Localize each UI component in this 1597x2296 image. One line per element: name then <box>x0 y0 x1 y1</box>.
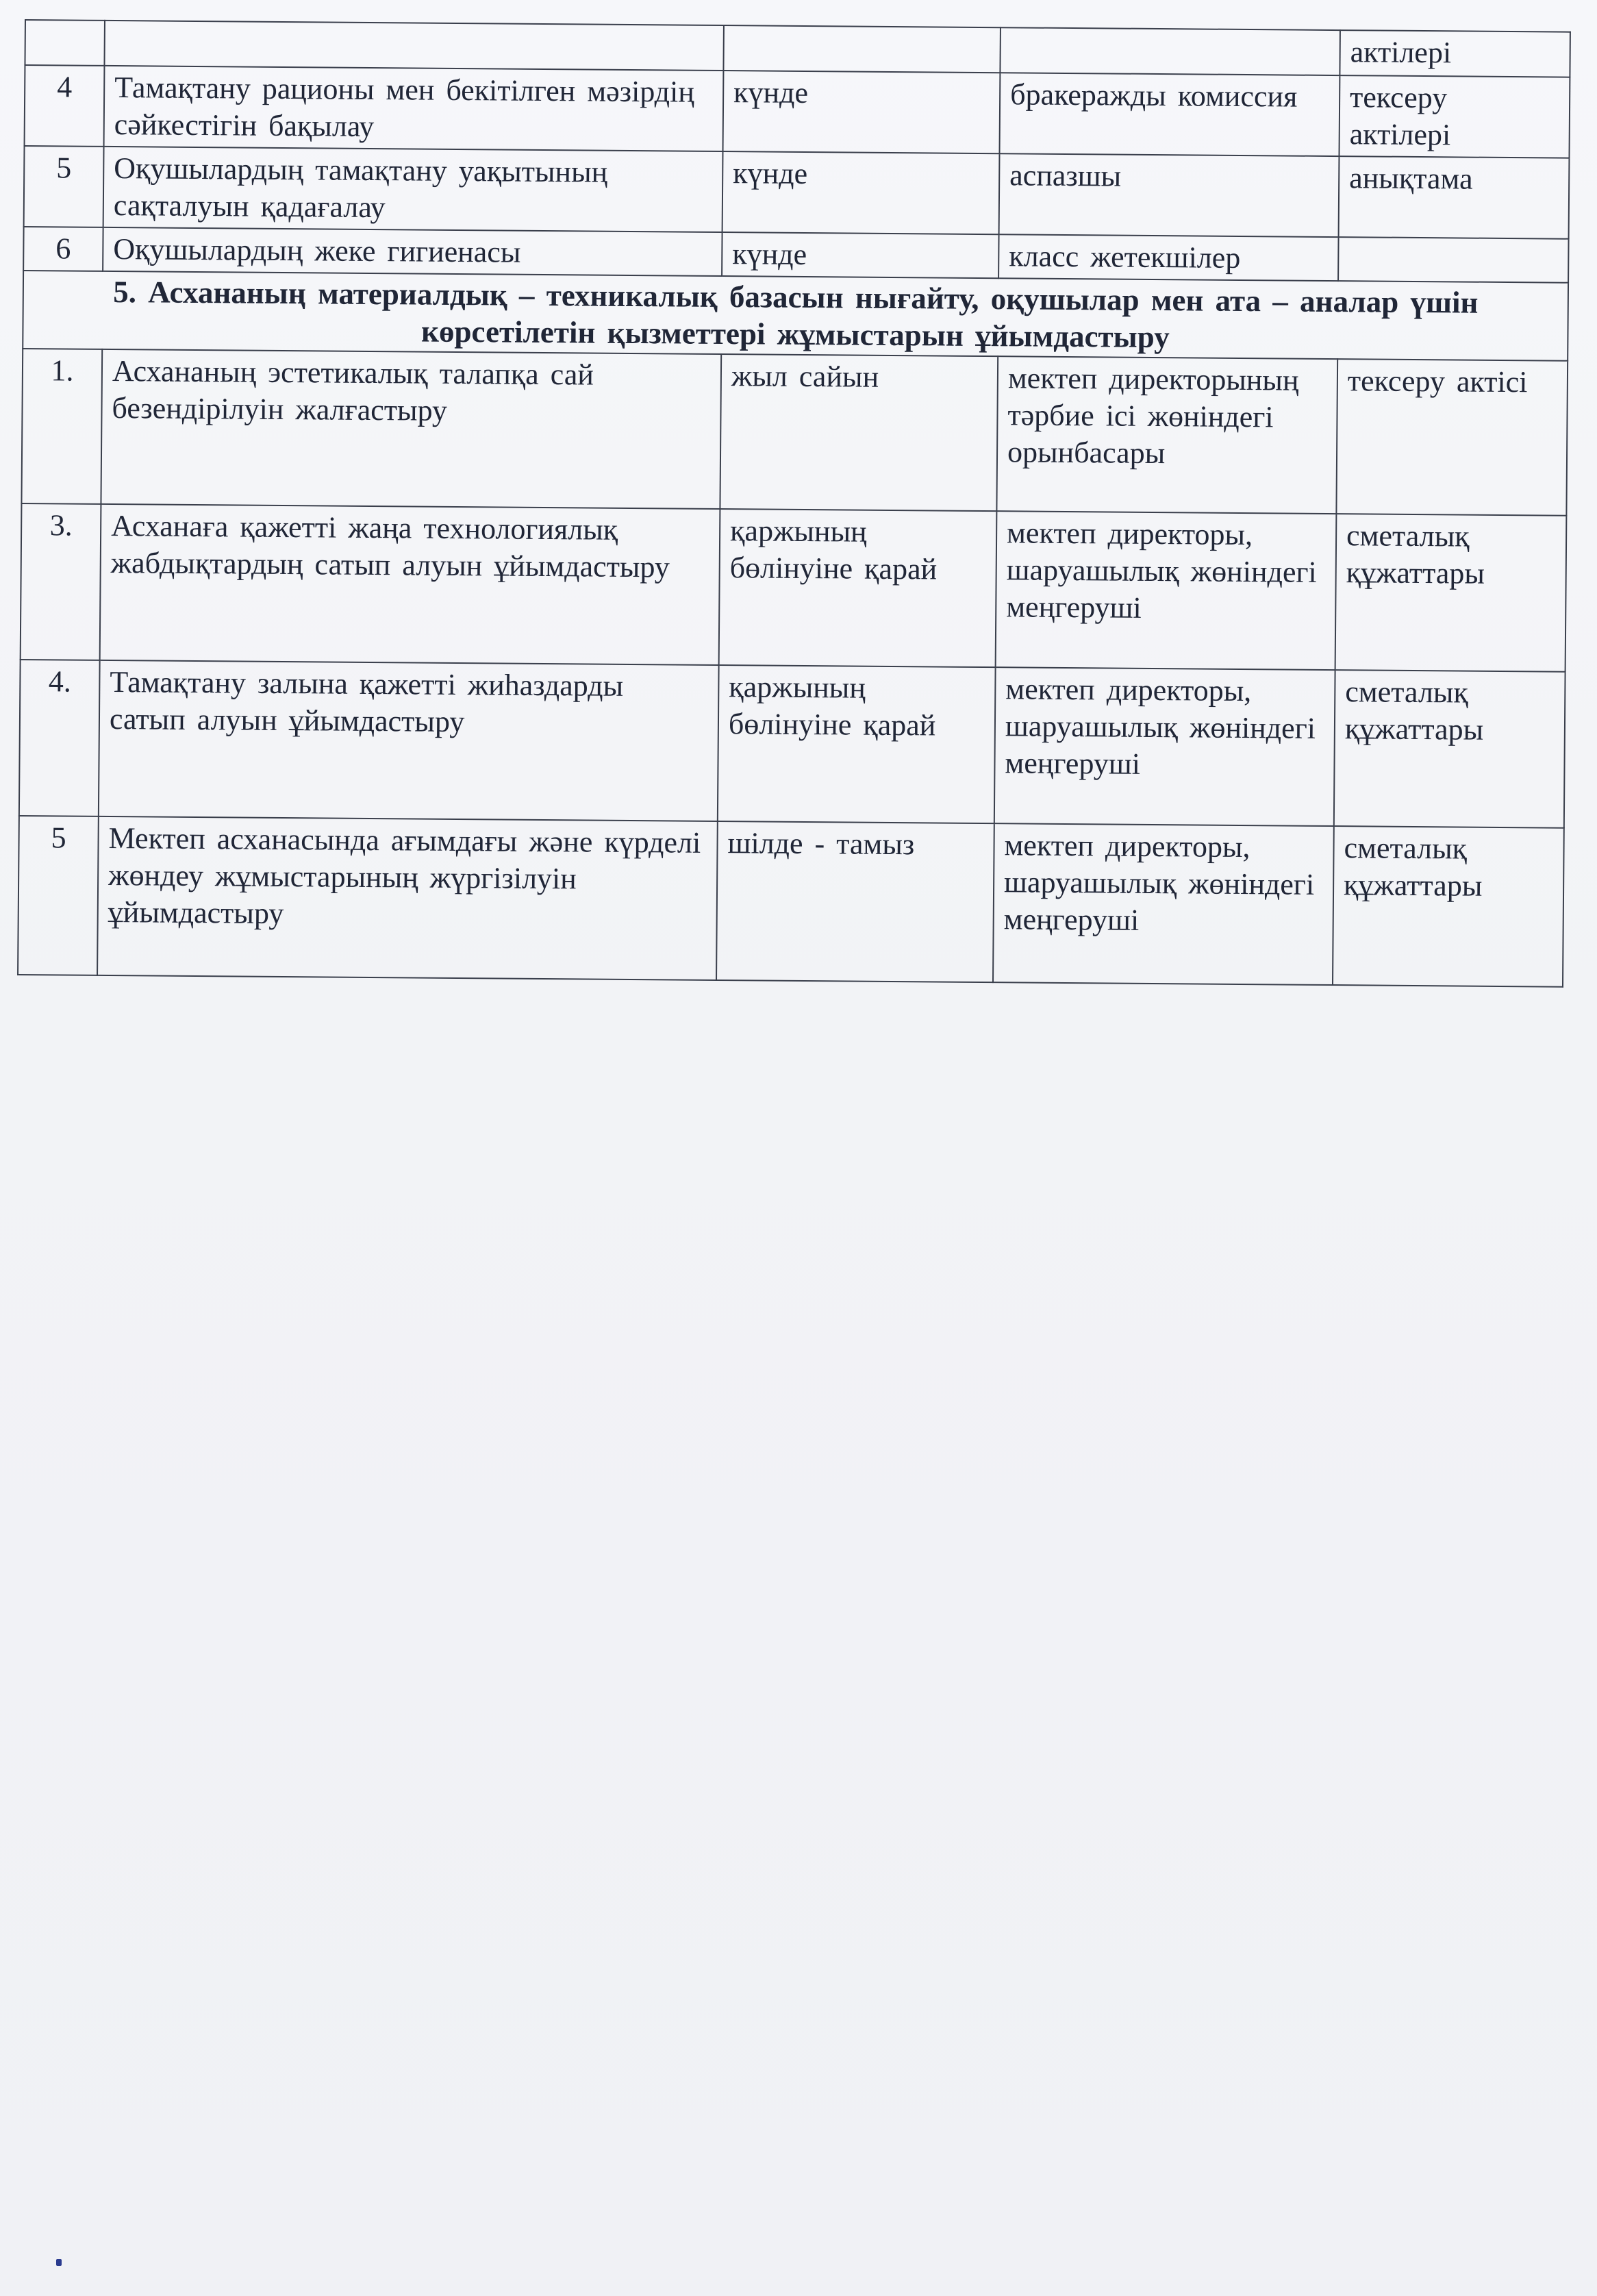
section-heading-row <box>23 271 1568 361</box>
table-row <box>21 503 1567 672</box>
scan-artifact-mark <box>56 2259 62 2266</box>
table-row <box>24 146 1570 239</box>
result-cell: актілері <box>1340 30 1570 77</box>
responsible-cell: аспазшы <box>999 153 1340 237</box>
timing-cell: қаржының бөлінуіне қарай <box>719 509 997 667</box>
timing-cell: күнде <box>722 151 1000 234</box>
row-number: 5 <box>24 146 104 227</box>
activity-cell: Тамақтану рационы мен бекітілген мәзірдің сәйкестігін бақылау <box>104 66 724 151</box>
timing-cell: шілде - тамыз <box>716 821 994 982</box>
result-cell: сметалық құжаттары <box>1335 514 1567 672</box>
row-number: 6 <box>23 227 103 271</box>
result-cell: тексеру актілері <box>1339 75 1570 158</box>
result-cell: сметалық құжаттары <box>1333 826 1564 987</box>
activity-cell: Асхананың эстетикалық талапқа сай безендірілуін жалғастыру <box>101 349 721 509</box>
table-row <box>25 65 1570 158</box>
row-number <box>25 20 105 66</box>
result-cell: анықтама <box>1339 156 1570 239</box>
plan-table <box>17 19 1571 988</box>
activity-cell: Асханаға қажетті жаңа технологиялық жабдықтардың сатып алуын ұйымдастыру <box>100 504 720 665</box>
result-cell: сметалық құжаттары <box>1334 670 1565 828</box>
responsible-cell: мектеп директоры, шаруашылық жөніндегі меңгеруші <box>994 667 1335 826</box>
row-number: 5 <box>18 816 99 975</box>
responsible-cell: мектеп директоры, шаруашылық жөніндегі меңгеруші <box>993 823 1334 985</box>
responsible-cell: бракеражды комиссия <box>1000 73 1340 156</box>
result-cell: тексеру актісі <box>1336 359 1568 516</box>
row-number: 4. <box>19 660 100 816</box>
table-row <box>18 816 1564 987</box>
timing-cell: күнде <box>723 71 1001 153</box>
activity-cell <box>104 21 723 71</box>
section-heading: 5. Асхананың материалдық – техникалық базасын нығайту, оқушылар мен ата – аналар үшін көрсетілетін қызметтері жұмыстарын ұйымдастыру <box>23 271 1568 361</box>
row-number: 4 <box>25 65 105 147</box>
responsible-cell: класс жетекшілер <box>998 234 1338 281</box>
timing-cell <box>723 25 1001 73</box>
table-row <box>21 349 1568 516</box>
activity-cell: Оқушылардың жеке гигиенасы <box>103 227 722 276</box>
timing-cell: қаржының бөлінуіне қарай <box>718 665 996 823</box>
row-number: 3. <box>21 503 101 660</box>
timing-cell: жыл сайын <box>720 354 998 511</box>
timing-cell: күнде <box>722 232 998 278</box>
activity-cell: Тамақтану залына қажетті жиһаздарды сатып алуын ұйымдастыру <box>99 660 719 821</box>
responsible-cell: мектеп директоры, шаруашылық жөніндегі меңгеруші <box>996 511 1337 670</box>
table-row <box>19 660 1565 828</box>
row-number: 1. <box>21 349 102 504</box>
activity-cell: Оқушылардың тамақтану уақытының сақталуын қадағалау <box>103 147 723 232</box>
responsible-cell: мектеп директорының тәрбие ісі жөніндегі орынбасары <box>996 356 1337 514</box>
result-cell <box>1338 237 1568 283</box>
activity-cell: Мектеп асханасында ағымдағы және күрделі жөндеу жұмыстарының жүргізілуін ұйымдастыру <box>97 816 718 980</box>
responsible-cell <box>1000 27 1340 75</box>
